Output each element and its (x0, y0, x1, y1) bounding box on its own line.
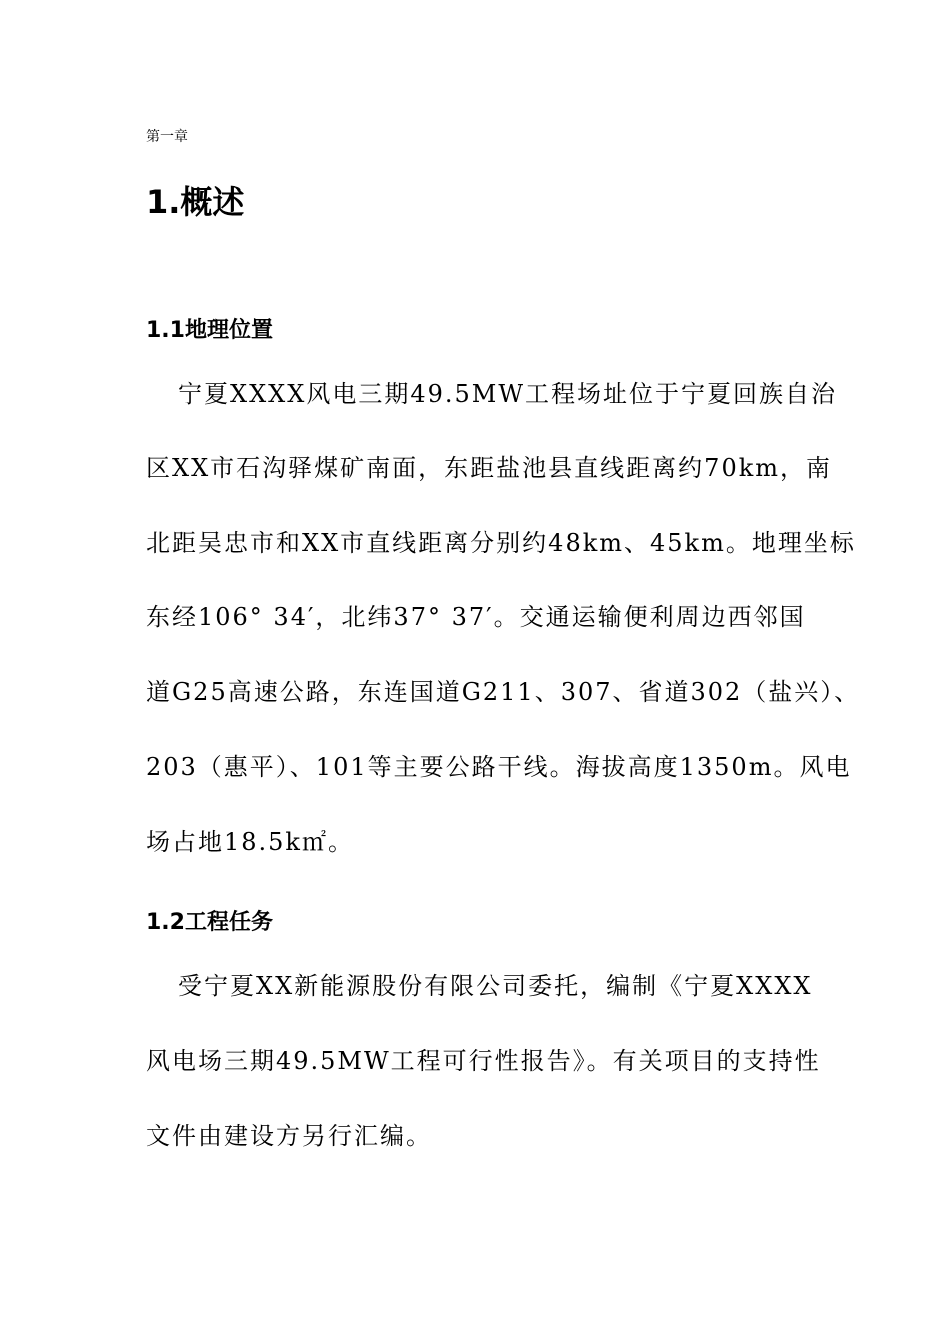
section-heading-project-task: 1.2工程任务 (146, 910, 273, 935)
paragraph-line: 道G25高速公路，东连国道G211、307、省道302（盐兴）、 (146, 678, 861, 706)
paragraph-line: 受宁夏XX新能源股份有限公司委托，编制《宁夏XXXX (178, 972, 813, 1000)
paragraph-line: 文件由建设方另行汇编。 (146, 1122, 432, 1150)
paragraph-line: 北距吴忠市和XX市直线距离分别约48km、45km。地理坐标 (146, 529, 856, 557)
paragraph-line: 风电场三期49.5MW工程可行性报告》。有关项目的支持性 (146, 1047, 821, 1075)
paragraph-line: 宁夏XXXX风电三期49.5MW工程场址位于宁夏回族自治 (178, 380, 838, 408)
chapter-title: 1.概述 (146, 183, 245, 221)
paragraph-line: 203（惠平）、101等主要公路干线。海拔高度1350m。风电 (146, 753, 852, 781)
paragraph-line: 区XX市石沟驿煤矿南面，东距盐池县直线距离约70km，南 (146, 454, 833, 482)
section-heading-geography: 1.1地理位置 (146, 318, 273, 343)
paragraph-line: 场占地18.5k㎡。 (146, 828, 354, 856)
paragraph-line: 东经106° 34′，北纬37° 37′。交通运输便利周边西邻国 (146, 603, 806, 631)
chapter-label: 第一章 (146, 129, 188, 145)
